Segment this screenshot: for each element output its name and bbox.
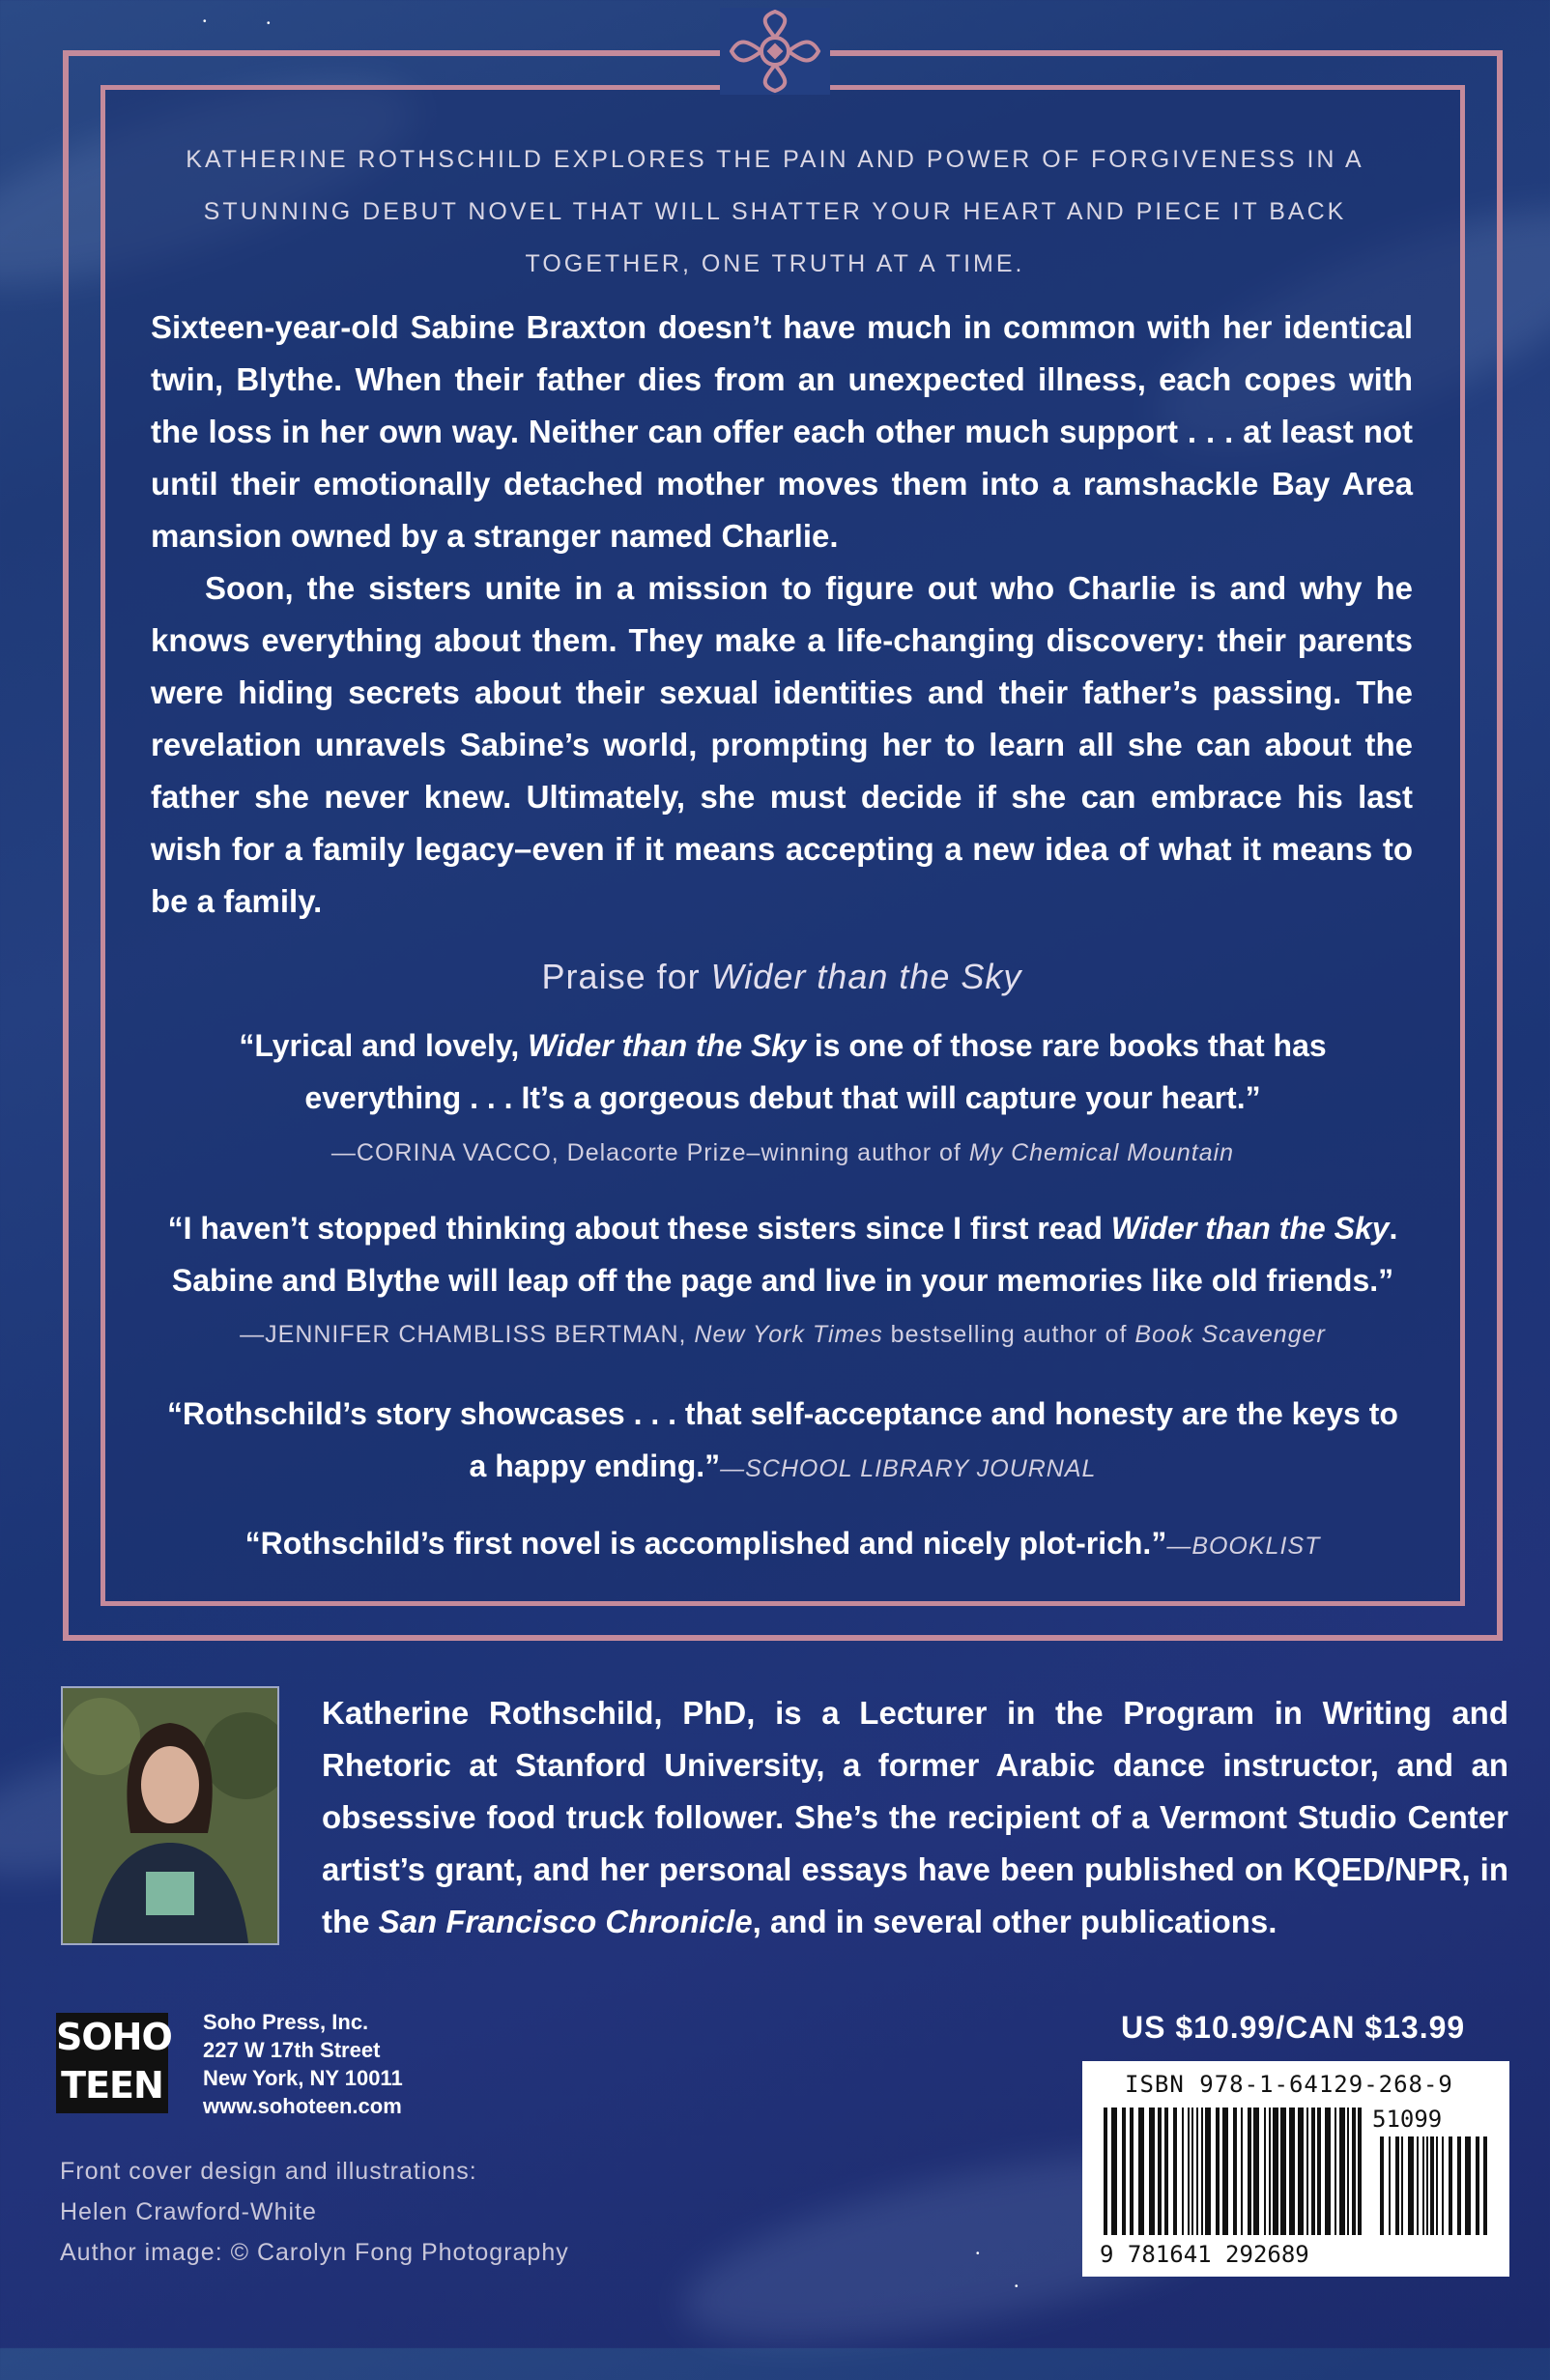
- author-portrait-image: [63, 1688, 277, 1943]
- ean-number: 9 781641 292689: [1100, 2241, 1309, 2268]
- star-speck: •: [1015, 2281, 1019, 2292]
- quote-book-title: Wider than the Sky: [1110, 1211, 1390, 1246]
- review-quote: [164, 1388, 1401, 1495]
- logo-line: TEEN: [61, 2064, 163, 2107]
- publisher-city: New York, NY 10011: [203, 2066, 403, 2090]
- synopsis-paragraph: Sixteen-year-old Sabine Braxton doesn’t have much in common with her identical twin, Blythe. When their father dies from an unexpected illness, each copes with the loss in her own way. Neither can offer each other much support . . . at least not until their emotionally detached mother moves them into a ramshackle Bay Area mansion owned by a stranger named Charlie.: [151, 309, 1413, 554]
- synopsis: [151, 301, 1413, 928]
- isbn-number: ISBN 978-1-64129-268-9: [1125, 2071, 1453, 2098]
- star-speck: •: [976, 2249, 980, 2259]
- praise-heading-prefix: Praise for: [541, 957, 711, 996]
- attribution-book: My Chemical Mountain: [968, 1139, 1235, 1166]
- quote-text: . Sabine and Blythe will leap off the page and live in your memories like old friends.”: [171, 1211, 1398, 1298]
- logo-line: SOHO: [56, 2016, 172, 2058]
- quote-text: “Rothschild’s first novel is accomplished and nicely plot-rich.”: [244, 1526, 1167, 1561]
- attribution-text: bestselling author of: [882, 1321, 1135, 1348]
- star-speck: •: [267, 18, 271, 29]
- quote-text: is one of those rare books that has everything . . . It’s a gorgeous debut that will capture your heart.”: [304, 1028, 1327, 1115]
- attribution-book: Book Scavenger: [1134, 1321, 1326, 1348]
- quote-attribution: [174, 1138, 1392, 1167]
- attribution-publication: New York Times: [694, 1321, 883, 1348]
- bio-text: Katherine Rothschild, PhD, is a Lecturer in the Program in Writing and Rhetoric at Stanford University, a former Arabic dance instructor, and an obsessive food truck follower. She’s the recipient of a Vermont Studio Center artist’s grant, and her personal essays have been published on KQED/NPR, in the: [322, 1695, 1508, 1939]
- quote-attribution: [135, 1320, 1430, 1349]
- star-speck: •: [203, 16, 207, 27]
- bio-text: , and in several other publications.: [752, 1904, 1277, 1939]
- author-photo: [61, 1686, 279, 1945]
- ornament-icon: [720, 8, 830, 95]
- quote-source: —SCHOOL LIBRARY JOURNAL: [720, 1455, 1097, 1482]
- bio-publication: San Francisco Chronicle: [378, 1904, 753, 1939]
- publisher-address: [203, 2008, 403, 2120]
- praise-heading-title: Wider than the Sky: [710, 957, 1022, 996]
- attribution-name: —CORINA VACCO, Delacorte Prize–winning author of: [330, 1139, 969, 1166]
- review-quote: [135, 1202, 1430, 1306]
- publisher-website: www.sohoteen.com: [203, 2094, 402, 2118]
- author-bio: [322, 1687, 1508, 1948]
- review-quote: [174, 1019, 1392, 1124]
- quote-text: “Rothschild’s story showcases . . . that self-acceptance and honesty are the keys to a happy ending.”: [167, 1396, 1398, 1483]
- synopsis-paragraph: Soon, the sisters unite in a mission to figure out who Charlie is and why he knows everything about them. They make a life-changing discovery: their parents were hiding secrets about their sexual identities and their father’s passing. The revelation unravels Sabine’s world, prompting her to learn all she can about the father she never knew. Ultimately, she must decide if she can embrace his last wish for a family legacy–even if it means accepting a new idea of what it means to be a family.: [151, 570, 1413, 919]
- quote-text: “I haven’t stopped thinking about these sisters since I first read: [167, 1211, 1111, 1246]
- barcode: [1082, 2061, 1509, 2277]
- image-credits: [60, 2151, 569, 2273]
- quote-book-title: Wider than the Sky: [528, 1028, 806, 1063]
- price-label: US $10.99/CAN $13.99: [1121, 2010, 1466, 2045]
- praise-heading: [151, 957, 1413, 997]
- quote-source: —BOOKLIST: [1166, 1533, 1321, 1560]
- soho-teen-logo: [56, 2013, 172, 2113]
- publisher-street: 227 W 17th Street: [203, 2038, 381, 2062]
- review-quote: [164, 1517, 1401, 1572]
- quote-text: “Lyrical and lovely,: [239, 1028, 529, 1063]
- tagline: KATHERINE ROTHSCHILD EXPLORES THE PAIN AND POWER OF FORGIVENESS IN A STUNNING DEBUT NOVEL THAT WILL SHATTER YOUR HEART AND PIECE IT BACK TOGETHER, ONE TRUTH AT A TIME.: [186, 146, 1364, 277]
- barcode-bars-icon: [1100, 2108, 1496, 2243]
- credit-line: Author image: © Carolyn Fong Photography: [60, 2239, 569, 2266]
- credit-line: Helen Crawford-White: [60, 2198, 317, 2225]
- attribution-name: —JENNIFER CHAMBLISS BERTMAN,: [240, 1321, 695, 1348]
- barcode-price-code: 51099: [1372, 2106, 1443, 2133]
- publisher-name: Soho Press, Inc.: [203, 2010, 369, 2034]
- credit-line: Front cover design and illustrations:: [60, 2158, 477, 2185]
